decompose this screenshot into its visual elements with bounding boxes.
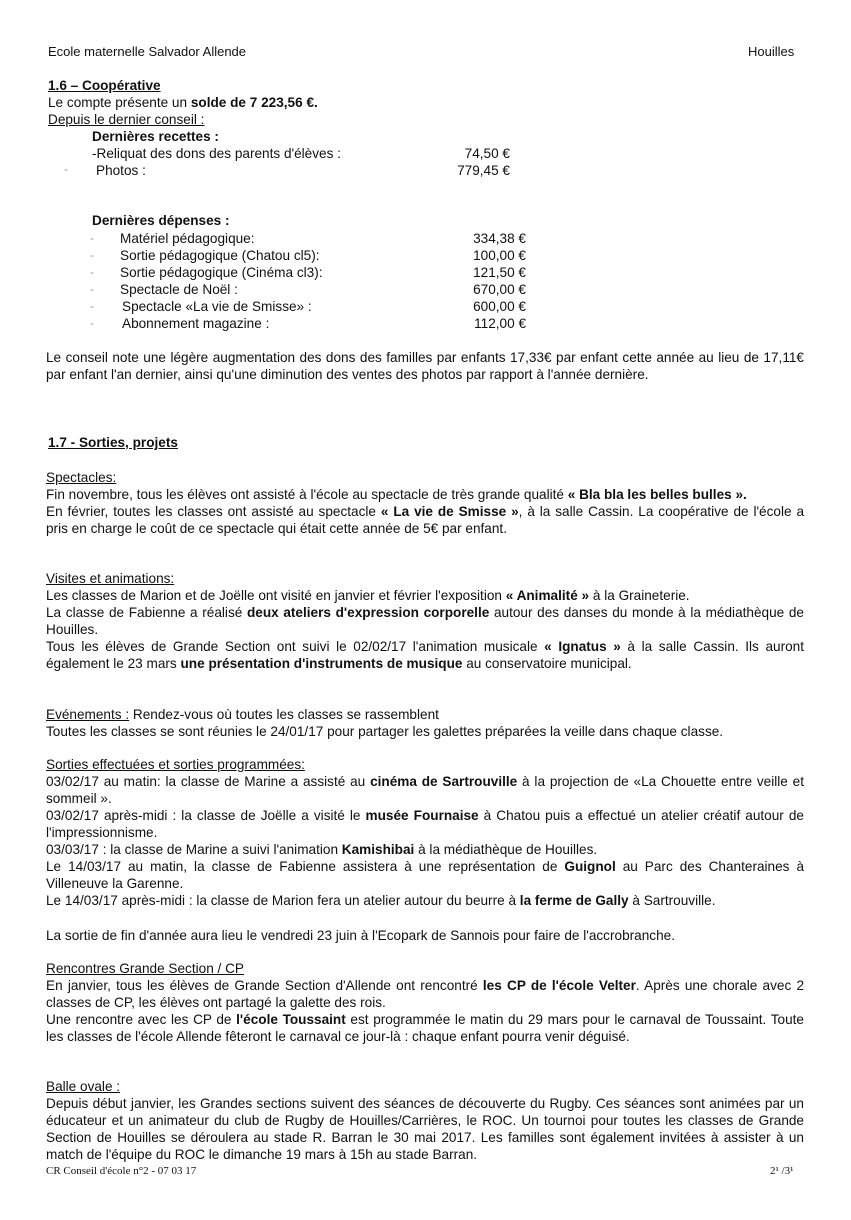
expense-amount: 600,00 € — [473, 299, 526, 314]
text-run: autour des danses du monde à la médiathèque de Houilles. — [46, 605, 804, 637]
bullet-dash: - — [90, 231, 94, 245]
bullet-dash: - — [90, 248, 94, 262]
expense-amount: 100,00 € — [473, 248, 526, 263]
meetings-p2 — [46, 1011, 804, 1045]
spectacles-heading: Spectacles: — [46, 470, 117, 485]
balance-prefix: Le compte présente un — [48, 95, 191, 110]
rugby-heading: Balle ovale : — [46, 1079, 121, 1094]
text-bold: musée Fournaise — [365, 808, 479, 823]
text-run: à la projection de «La Chouette entre veille et sommeil ». — [46, 774, 804, 806]
meetings-p1 — [46, 977, 804, 1011]
text-bold: « La vie de Smisse » — [380, 504, 519, 519]
text-run: Rendez-vous où toutes les classes se rassemblent — [129, 707, 439, 722]
text-bold: « Ignatus » — [544, 639, 621, 654]
bullet-dash: - — [90, 299, 94, 313]
visits-heading: Visites et animations: — [46, 571, 175, 586]
expense-amount: 670,00 € — [473, 282, 526, 297]
text-run: à Sartrouville. — [628, 893, 716, 908]
trips-p3 — [46, 841, 804, 858]
text-bold: Kamishibai — [341, 842, 415, 857]
spectacles-p1 — [46, 486, 804, 503]
expense-amount: 121,50 € — [473, 265, 526, 280]
text-run: à la Graineterie. — [589, 588, 690, 603]
events-p1: Toutes les classes se sont réunies le 24/01/17 pour partager les galettes préparées la veille dans chaque classe. — [46, 724, 724, 739]
visits-p2 — [46, 604, 804, 638]
expense-label: Spectacle de Noël : — [120, 282, 238, 297]
city-name: Houilles — [748, 44, 795, 59]
trips-text — [46, 773, 804, 909]
text-run: Une rencontre avec les CP de — [46, 1012, 237, 1027]
text-run: . Après une chorale avec 2 classes de CP, les élèves ont partagé la galette des rois. — [46, 978, 804, 1010]
text-bold: « Bla bla les belles bulles ». — [567, 487, 747, 502]
text-run: En février, toutes les classes ont assisté au spectacle — [46, 504, 381, 519]
events-heading-line — [46, 706, 804, 723]
rugby-text: Depuis début janvier, les Grandes sections suivent des séances de découverte du Rugby. Ces séances sont animées par un éducateur et un animateur du club de Rugby de Houilles/Carrières, le ROC. Un tournoi pour toutes les classes de Grande Section de Houilles se déroulera au stade R. Barran le 30 mai 2017. Les familles sont également invitées à assister à un match de l'équipe du ROC le dimanche 19 mars à 15h au stade Barran. — [46, 1096, 804, 1162]
text-bold: « Animalité » — [505, 588, 590, 603]
text-run: 03/02/17 au matin: la classe de Marine a assisté au — [46, 774, 371, 789]
spectacles-p2 — [46, 503, 804, 537]
expense-label: Matériel pédagogique: — [120, 231, 255, 246]
expense-label: Sortie pédagogique (Cinéma cl3): — [120, 265, 323, 280]
text-bold: cinéma de Sartrouville — [370, 774, 518, 789]
text-run: au Parc des Chanteraines à Villeneuve la Garenne. — [46, 859, 804, 891]
expense-label: Spectacle «La vie de Smisse» : — [122, 299, 312, 314]
visits-p3 — [46, 638, 804, 672]
meetings-text — [46, 977, 804, 1045]
text-run: En janvier, tous les élèves de Grande Section d'Allende ont rencontré — [46, 978, 483, 993]
school-name: Ecole maternelle Salvador Allende — [48, 44, 247, 59]
bullet-dash: - — [90, 265, 94, 279]
text-run: est programmée le matin du 29 mars pour le carnaval de Toussaint. Toute les classes de l'école Allende fêteront le carnaval ce jour-là : chaque enfant pourra venir déguisé. — [46, 1012, 804, 1044]
visits-p1 — [46, 587, 804, 604]
text-bold: une présentation d'instruments de musique — [180, 656, 463, 671]
balance-line — [48, 94, 318, 111]
text-run: Le 14/03/17 au matin, la classe de Fabienne assistera à une représentation de — [46, 859, 565, 874]
text-bold: l'école Toussaint — [236, 1012, 346, 1027]
text-run: Fin novembre, tous les élèves ont assisté à l'école au spectacle de très grande qualité — [46, 487, 568, 502]
page-number: 2¹ /3¹ — [770, 1165, 794, 1177]
trips-p1 — [46, 773, 804, 807]
text-run: Le 14/03/17 après-midi : la classe de Marion fera un atelier autour du beurre à — [46, 893, 520, 908]
coop-note: Le conseil note une légère augmentation des dons des familles par enfants 17,33€ par enfant cette année au lieu de 17,11€ par enfant l'an dernier, ainsi qu'une diminution des ventes des photos par rapport à l'année dernière. — [46, 350, 804, 382]
text-run: Tous les élèves de Grande Section ont suivi le 02/02/17 l'animation musicale — [46, 639, 545, 654]
text-bold: deux ateliers d'expression corporelle — [246, 605, 490, 620]
expense-label: Abonnement magazine : — [122, 316, 270, 331]
trips-p6: La sortie de fin d'année aura lieu le vendredi 23 juin à l'Ecopark de Sannois pour faire de l'accrobranche. — [46, 928, 675, 943]
trips-heading: Sorties effectuées et sorties programmées: — [46, 757, 305, 772]
section-title-coop: 1.6 – Coopérative — [48, 78, 161, 93]
events-text — [46, 706, 804, 740]
text-bold: les CP de l'école Velter — [482, 978, 636, 993]
receipt-label: Photos : — [96, 163, 146, 178]
events-heading: Evénements : — [46, 707, 130, 722]
footer-reference: CR Conseil d'école n°2 - 07 03 17 — [46, 1165, 197, 1177]
text-run: Les classes de Marion et de Joëlle ont visité en janvier et février l'exposition — [46, 588, 506, 603]
meetings-heading: Rencontres Grande Section / CP — [46, 961, 244, 976]
spectacles-text — [46, 486, 804, 537]
text-run: à la médiathèque de Houilles. — [414, 842, 598, 857]
trips-p2 — [46, 807, 804, 841]
bullet-dash: - — [90, 282, 94, 296]
text-run: à la salle Cassin. Ils auront également le 23 mars — [46, 639, 804, 671]
text-bold: Guignol — [564, 859, 616, 874]
since-last-council: Depuis le dernier conseil : — [48, 112, 205, 127]
balance-amount: solde de 7 223,56 €. — [190, 95, 318, 110]
text-run: , à la salle Cassin. La coopérative de l'école a pris en charge le coût de ce spectacle qui était cette année de 5€ par enfant. — [46, 504, 805, 536]
section-title-outings: 1.7 - Sorties, projets — [48, 435, 178, 450]
visits-text — [46, 587, 804, 672]
expenses-title: Dernières dépenses : — [92, 213, 230, 228]
text-run: au conservatoire municipal. — [462, 656, 632, 671]
receipt-amount: 74,50 € — [464, 146, 510, 161]
text-bold: la ferme de Gally — [519, 893, 629, 908]
expense-amount: 334,38 € — [473, 231, 526, 246]
receipt-amount: 779,45 € — [457, 163, 510, 178]
trips-p4 — [46, 858, 804, 892]
bullet-dash: - — [90, 316, 94, 330]
expense-label: Sortie pédagogique (Chatou cl5): — [120, 248, 320, 263]
receipt-label: -Reliquat des dons des parents d'élèves : — [92, 146, 341, 161]
text-run: 03/02/17 après-midi : la classe de Joëlle a visité le — [46, 808, 366, 823]
trips-p5 — [46, 892, 804, 909]
expense-amount: 112,00 € — [474, 316, 526, 331]
bullet-dash: - — [64, 162, 68, 176]
text-run: à Chatou puis a effectué un atelier créatif autour de l'impressionnisme. — [46, 808, 804, 840]
receipts-title: Dernières recettes : — [92, 129, 219, 144]
text-run: La classe de Fabienne a réalisé — [46, 605, 247, 620]
text-run: 03/03/17 : la classe de Marine a suivi l'animation — [46, 842, 342, 857]
